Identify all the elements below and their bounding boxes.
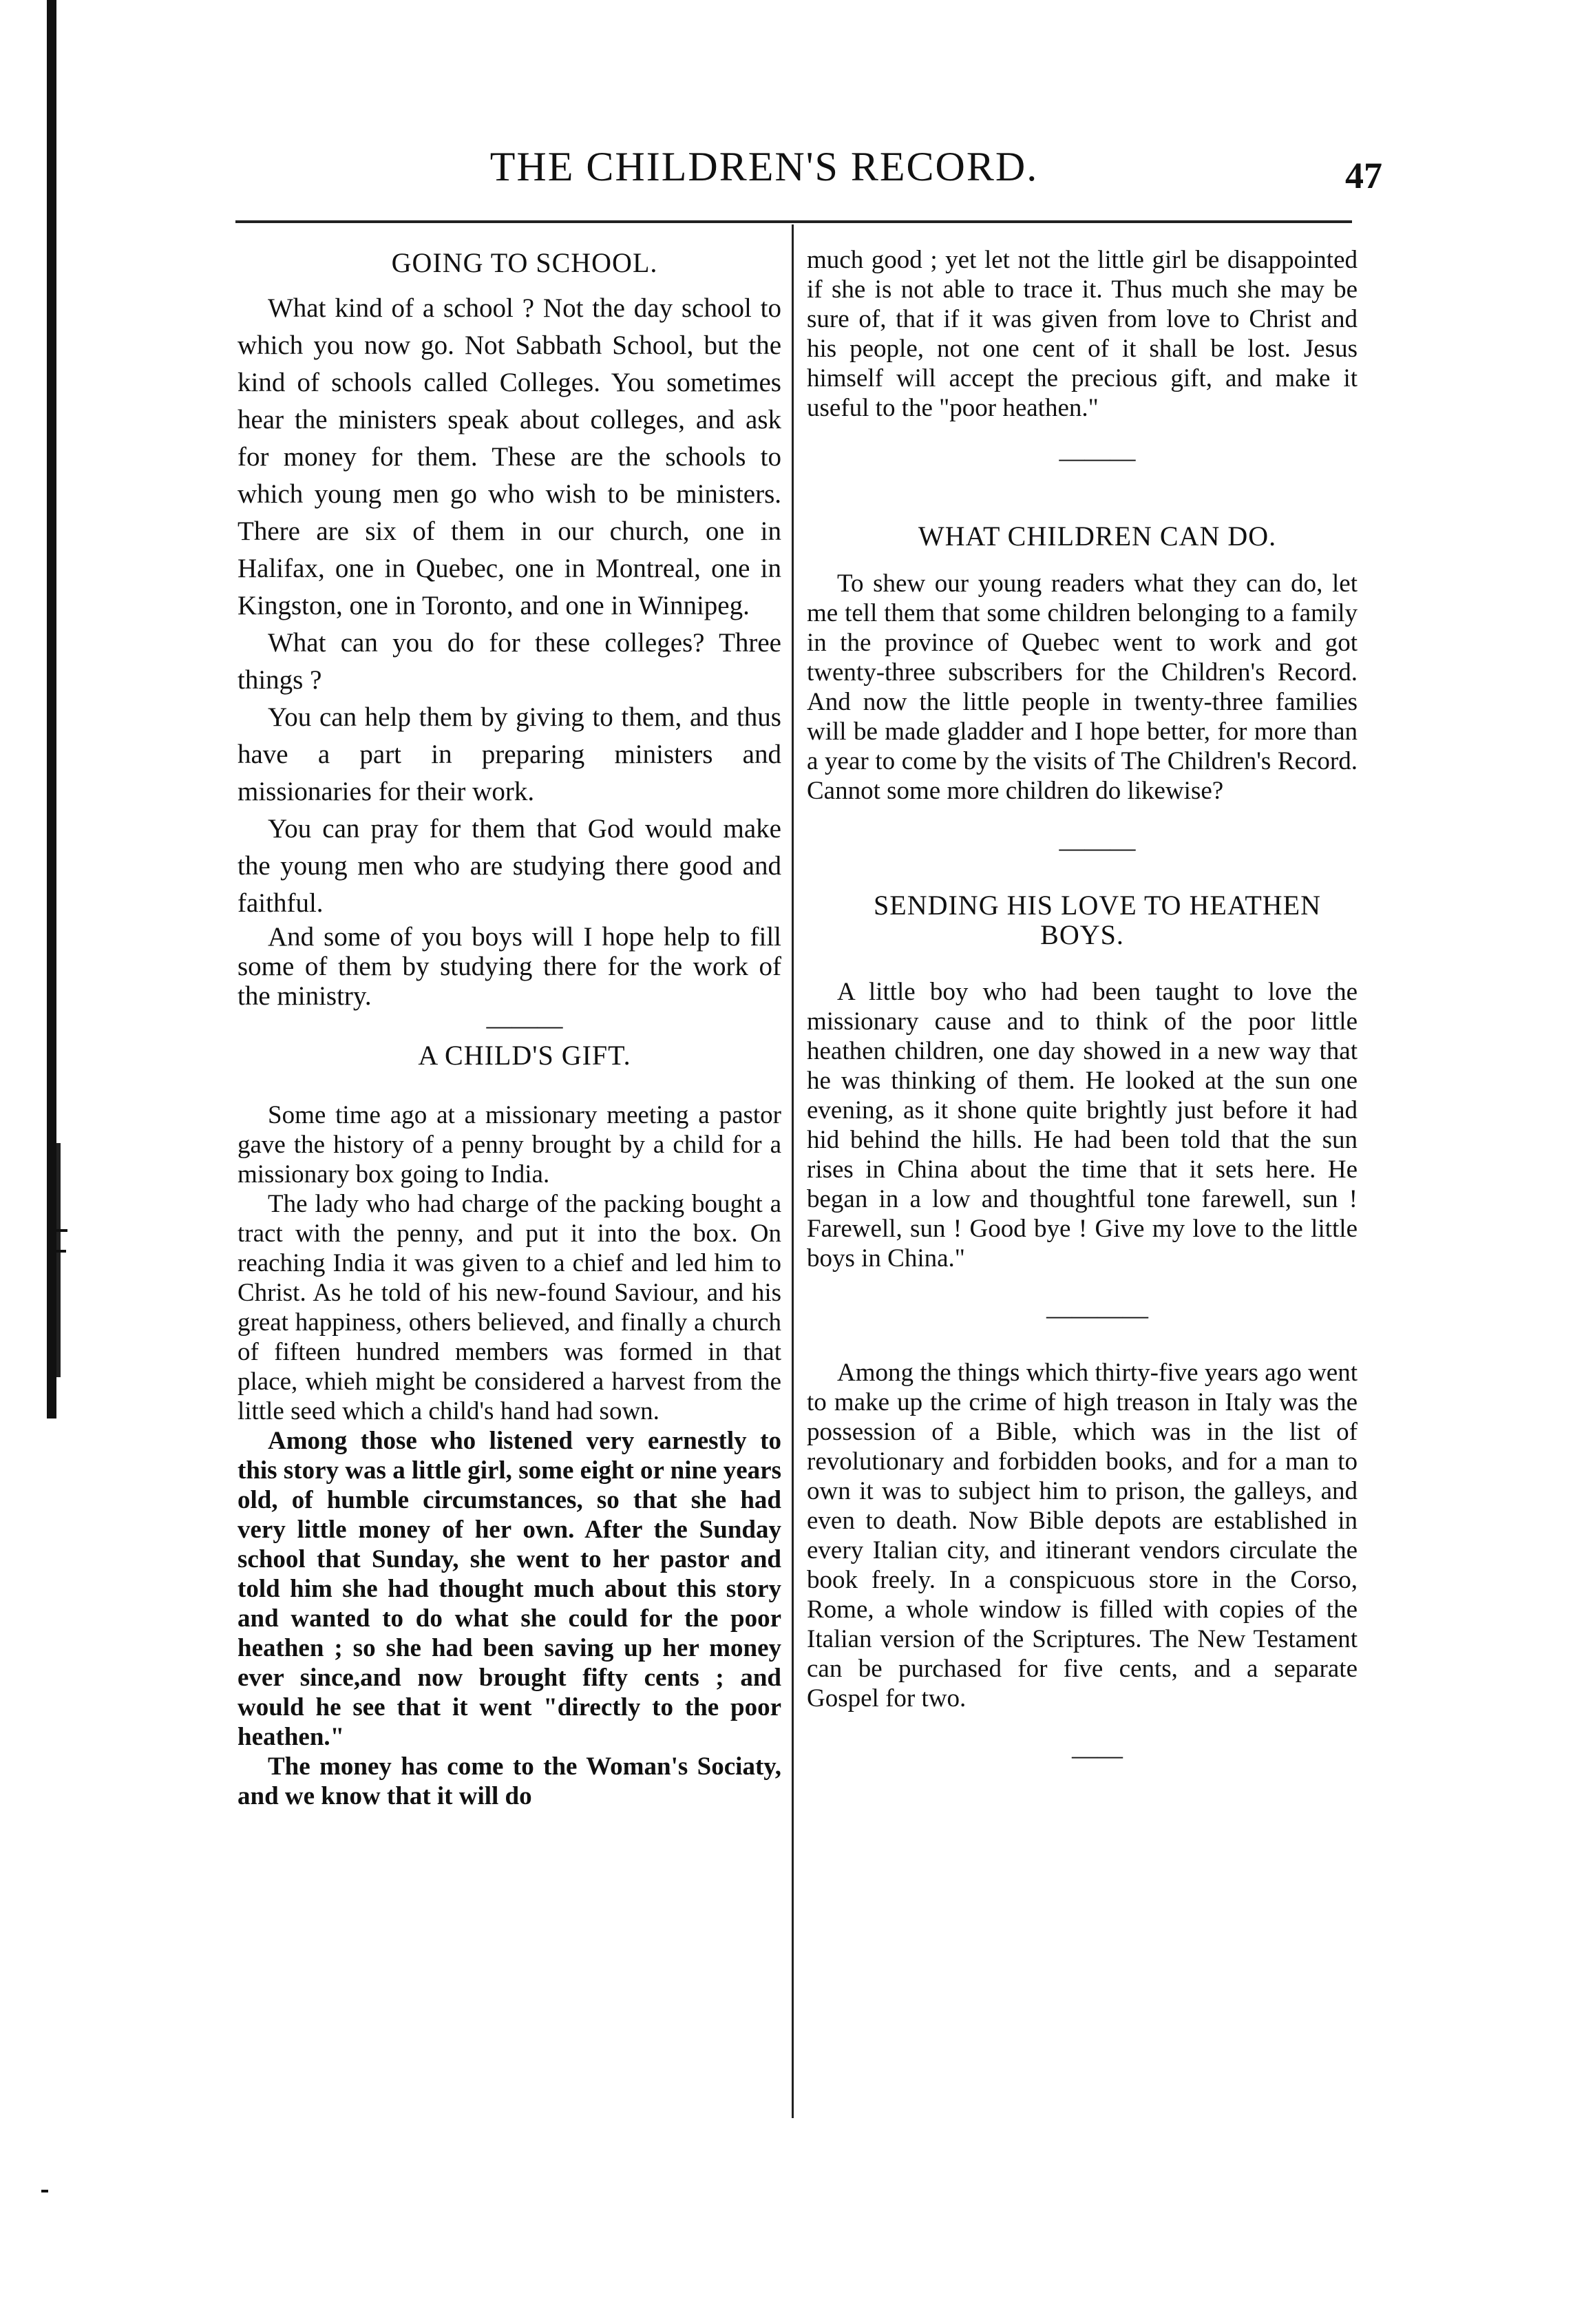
binding-tick — [56, 1250, 66, 1253]
page-number: 47 — [1345, 155, 1382, 196]
paragraph: The money has come to the Woman's Sociaty, and we know that it will do — [237, 1752, 781, 1810]
paragraph: To shew our young readers what they can do, let me tell them that some children belonging to a family in the province of Quebec went to work and got twenty-three subscribers for the Children's Record. And now the little people in twenty-three families will be made gladder and I hope better, for more than a year to come by the visits of The Children's Record. Cannot some more children do likewise? — [807, 569, 1358, 805]
paragraph: What kind of a school ? Not the day school to which you now go. Not Sabbath School, but the kind of schools called Colleges. You sometimes hear the ministers speak about colleges, and ask for money for them. These are the schools to which young men go who wish to be ministers. There are six of them in our church, one in Halifax, one in Quebec, one in Montreal, one in Kingston, one in Toronto, and one in Winnipeg. — [237, 293, 781, 620]
article-title-childs-gift: A CHILD'S GIFT. — [418, 1040, 631, 1071]
separator-rule: ——— — [486, 1012, 563, 1040]
paragraph: Some time ago at a missionary meeting a pastor gave the history of a penny brought by a child for a missionary box going to India. — [237, 1101, 781, 1189]
paragraph: And some of you boys will I hope help to fill some of them by studying there for the work of the ministry. — [237, 922, 781, 1011]
separator-rule: ———— — [1046, 1301, 1148, 1330]
paragraph: You can pray for them that God would make the young men who are studying there good and faithful. — [237, 814, 781, 918]
column-rule — [792, 224, 794, 2118]
separator-rule: ——— — [1059, 444, 1136, 472]
paragraph: You can help them by giving to them, and thus have a part in preparing ministers and missionaries for their work. — [237, 702, 781, 806]
paragraph-continued: much good ; yet let not the little girl be disappointed if she is not able to trace it. Thus much she may be sure of, that if it was given from love to Christ and his people, not one cent of it shall be lost. Jesus himself will accept the precious gift, and make it useful to the "poor heathen." — [807, 246, 1358, 422]
article-title-sending-his-love: SENDING HIS LOVE TO HEATHEN BOYS. — [874, 890, 1321, 950]
paragraph: What can you do for these colleges? Three things ? — [237, 628, 781, 695]
separator-rule: ——— — [1059, 834, 1136, 862]
paragraph: Among those who listened very earnestly to this story was a little girl, some eight or nine years old, of humble circumstances, so that she had very little money of her own. After the Sunday school that Sunday, she went to her pastor and told him she had thought much about this story and wanted to do what she could for the poor heathen ; so she had been saving up her money ever since,and now brought fifty cents ; and would he see that it went "directly to the poor heathen." — [237, 1427, 781, 1751]
article-title-what-children-can-do: WHAT CHILDREN CAN DO. — [918, 521, 1277, 552]
header-rule — [235, 220, 1352, 223]
left-column — [237, 248, 781, 1811]
binding-tick — [41, 2190, 48, 2192]
binding-tick — [56, 1229, 67, 1232]
binding-edge — [47, 0, 56, 1419]
separator-rule: —— — [1072, 1741, 1123, 1770]
binding-edge-shadow — [56, 1143, 61, 1377]
paragraph: A little boy who had been taught to love the missionary cause and to think of the poor little heathen children, one day showed in a new way that he was thinking of them. He looked at the sun one evening, as it shone quite brightly just before it had hid behind the hills. He had been told that the sun rises in China about the time that it sets here. He began in a low and thoughtful tone farewell, sun ! Farewell, sun ! Good bye ! Give my love to the little boys in China." — [807, 978, 1358, 1273]
paragraph: The lady who had charge of the packing bought a tract with the penny, and put it into the box. On reaching India it was given to a chief and led him to Christ. As he told of his new-found Saviour, and his great happiness, others believed, and finally a church of fifteen hundred members was formed in that place, whieh might be considered a harvest from the little seed which a child's hand had sown. — [237, 1190, 781, 1425]
article-title-going-to-school: GOING TO SCHOOL. — [391, 247, 658, 278]
running-header: THE CHILDREN'S RECORD. — [489, 144, 1039, 189]
right-column — [807, 245, 1358, 1770]
paragraph: Among the things which thirty-five years ago went to make up the crime of high treason in Italy was the possession of a Bible, which was in the list of revolutionary and forbidden books, and for a man to own it was to subject him to prison, the galleys, and even to death. Now Bible depots are established in every Italian city, and itinerant vendors circulate the book freely. In a conspicuous store in the Corso, Rome, a whole window is filled with copies of the Italian version of the Scriptures. The New Testament can be purchased for five cents, and a separate Gospel for two. — [807, 1359, 1358, 1713]
